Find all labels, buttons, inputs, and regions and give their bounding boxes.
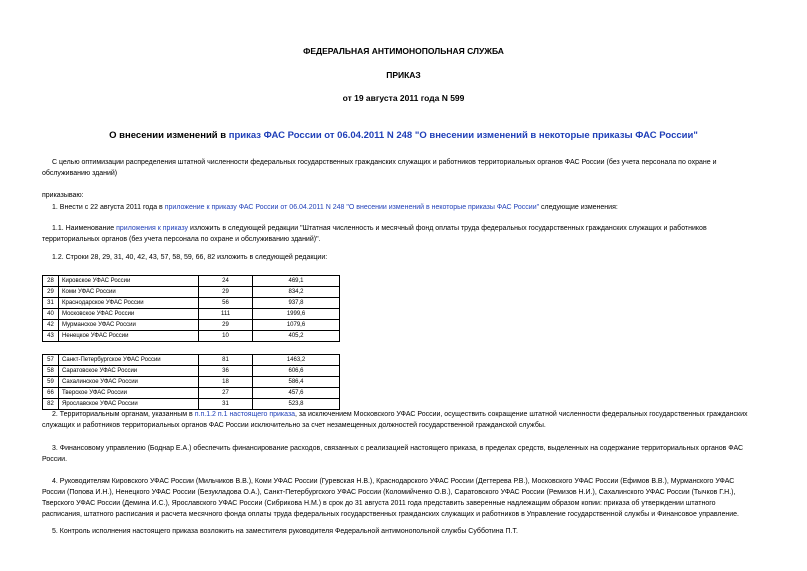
payroll-fund: 586,4 bbox=[253, 377, 340, 388]
document-type: ПРИКАЗ bbox=[386, 70, 421, 80]
region-name: Тверское УФАС России bbox=[59, 388, 199, 399]
table-row bbox=[43, 309, 340, 320]
paragraph-1-link[interactable]: приложение к приказу ФАС России от 06.04.2011 N 248 "О внесении изменений в некоторые приказы ФАС России" bbox=[164, 204, 540, 211]
region-name: Мурманское УФАС России bbox=[59, 320, 199, 331]
staff-count: 56 bbox=[199, 298, 253, 309]
table-row bbox=[43, 377, 340, 388]
paragraph-1-prefix: 1. Внести с 22 августа 2011 года в bbox=[52, 204, 165, 211]
table-rows-2 bbox=[42, 354, 340, 410]
document-date-number: от 19 августа 2011 года N 599 bbox=[342, 93, 465, 103]
staff-count: 27 bbox=[199, 388, 253, 399]
staff-count: 31 bbox=[199, 399, 253, 410]
paragraph-5: 5. Контроль исполнения настоящего приказа возложить на заместителя руководителя Федеральной антимонопольной службы Субботина П.Т. bbox=[52, 528, 518, 535]
table-row bbox=[43, 287, 340, 298]
row-number: 31 bbox=[43, 298, 59, 309]
payroll-fund: 405,2 bbox=[253, 331, 340, 342]
row-number: 28 bbox=[43, 276, 59, 287]
table-row bbox=[43, 355, 340, 366]
payroll-fund: 834,2 bbox=[253, 287, 340, 298]
staff-count: 10 bbox=[199, 331, 253, 342]
paragraph-4-line-1: 4. Руководителям Кировского УФАС России (Мильчиков В.В.), Коми УФАС России (Гуревская Н.В.), Краснодарского УФАС России (Дегтерева Р.В.), Московского УФАС России (Ефимов В.В.), Мурманского УФАС bbox=[52, 478, 735, 485]
table-row bbox=[43, 388, 340, 399]
staff-count: 111 bbox=[199, 309, 253, 320]
agency-heading: ФЕДЕРАЛЬНАЯ АНТИМОНОПОЛЬНАЯ СЛУЖБА bbox=[303, 46, 504, 56]
row-number: 66 bbox=[43, 388, 59, 399]
document-title bbox=[0, 130, 807, 141]
staff-count: 18 bbox=[199, 377, 253, 388]
table-row bbox=[43, 366, 340, 377]
paragraph-4-line-3: Тверского УФАС России (Демина И.С.), Ярославского УФАС России (Сибрикова Н.М.) в срок до 31 августа 2011 года представить заверенные надлежащим образом копии: приказа об утверждении штатного bbox=[42, 500, 716, 507]
paragraph-2-prefix: 2. Территориальным органам, указанным в bbox=[52, 411, 195, 418]
paragraph-2-link[interactable]: п.п.1.2 п.1 настоящего приказа bbox=[194, 411, 296, 418]
row-number: 43 bbox=[43, 331, 59, 342]
row-number: 29 bbox=[43, 287, 59, 298]
table-row bbox=[43, 399, 340, 410]
paragraph-2-suffix: , за исключением Московского УФАС России, осуществить сокращение штатной численности федеральных государственных гражданских bbox=[295, 411, 748, 418]
paragraph-3-line-2: России. bbox=[42, 456, 68, 463]
payroll-fund: 1463,2 bbox=[253, 355, 340, 366]
staff-count: 24 bbox=[199, 276, 253, 287]
paragraph-1-1 bbox=[52, 224, 707, 235]
region-name: Московское УФАС России bbox=[59, 309, 199, 320]
paragraph-2-line-2: служащих и работников территориальных органов ФАС России исключительно за счет незамещенных должностей государственной гражданской службы. bbox=[42, 422, 546, 429]
paragraph-1-suffix: следующие изменения: bbox=[539, 204, 618, 211]
payroll-fund: 457,6 bbox=[253, 388, 340, 399]
paragraph-1-1-suffix: изложить в следующей редакции "Штатная численность и месячный фонд оплаты труда федеральных государственных гражданских служащих и работников bbox=[188, 225, 707, 232]
staff-count: 81 bbox=[199, 355, 253, 366]
payroll-fund: 1999,6 bbox=[253, 309, 340, 320]
paragraph-3-line-1: 3. Финансовому управлению (Боднар Е.А.) обеспечить финансирование расходов, связанных с реализацией настоящего приказа, в пределах средств, выделенных на содержание территориальных органов ФАС bbox=[52, 445, 744, 452]
payroll-fund: 523,8 bbox=[253, 399, 340, 410]
row-number: 42 bbox=[43, 320, 59, 331]
staff-count: 29 bbox=[199, 320, 253, 331]
row-number: 57 bbox=[43, 355, 59, 366]
payroll-fund: 1079,6 bbox=[253, 320, 340, 331]
region-name: Ненецкое УФАС России bbox=[59, 331, 199, 342]
intro-line-1: С целью оптимизации распределения штатной численности федеральных государственных гражданских служащих и работников территориальных органов ФАС России (без учета персонала по охране и bbox=[52, 159, 717, 166]
intro-line-2: обслуживанию зданий) bbox=[42, 170, 118, 177]
table-rows-1 bbox=[42, 275, 340, 342]
payroll-fund: 606,6 bbox=[253, 366, 340, 377]
payroll-fund: 469,1 bbox=[253, 276, 340, 287]
region-name: Саратовское УФАС России bbox=[59, 366, 199, 377]
region-name: Санкт-Петербургское УФАС России bbox=[59, 355, 199, 366]
table-row bbox=[43, 298, 340, 309]
paragraph-4-line-2: России (Попова И.Н.), Ненецкого УФАС России (Безукладова О.А.), Санкт-Петербургского УФАС России (Коломийченко О.В.), Саратовского УФАС России (Ремизов Н.И.), Сахалинского УФАС России (Тычков Г.Н.), bbox=[42, 489, 736, 496]
paragraph-1-1-link[interactable]: приложения к приказу bbox=[116, 225, 189, 232]
paragraph-1-1-prefix: 1.1. Наименование bbox=[52, 225, 117, 232]
paragraph-1-2: 1.2. Строки 28, 29, 31, 40, 42, 43, 57, 58, 59, 66, 82 изложить в следующей редакции: bbox=[52, 254, 328, 261]
title-prefix: О внесении изменений в bbox=[109, 130, 229, 141]
paragraph-4-line-4: расписания, штатного расписания и расчета месячного фонда оплаты труда федеральных государственных гражданских служащих и работников в Управление государственной службы и Финансовое управление. bbox=[42, 511, 740, 518]
table-row bbox=[43, 276, 340, 287]
paragraph-1 bbox=[52, 203, 618, 214]
table-row bbox=[43, 320, 340, 331]
row-number: 40 bbox=[43, 309, 59, 320]
payroll-fund: 937,8 bbox=[253, 298, 340, 309]
region-name: Коми УФАС России bbox=[59, 287, 199, 298]
row-number: 59 bbox=[43, 377, 59, 388]
region-name: Сахалинское УФАС России bbox=[59, 377, 199, 388]
region-name: Краснодарское УФАС России bbox=[59, 298, 199, 309]
staff-count: 29 bbox=[199, 287, 253, 298]
table-row bbox=[43, 331, 340, 342]
row-number: 58 bbox=[43, 366, 59, 377]
prikazyvayu: приказываю: bbox=[42, 192, 84, 199]
title-link[interactable]: приказ ФАС России от 06.04.2011 N 248 "О внесении изменений в некоторые приказы ФАС России" bbox=[228, 130, 698, 141]
staff-count: 36 bbox=[199, 366, 253, 377]
region-name: Ярославское УФАС России bbox=[59, 399, 199, 410]
region-name: Кировское УФАС России bbox=[59, 276, 199, 287]
row-number: 82 bbox=[43, 399, 59, 410]
paragraph-2 bbox=[52, 410, 747, 421]
paragraph-1-1-line-2: территориальных органов (без учета персонала по охране и обслуживанию зданий)". bbox=[42, 236, 321, 243]
